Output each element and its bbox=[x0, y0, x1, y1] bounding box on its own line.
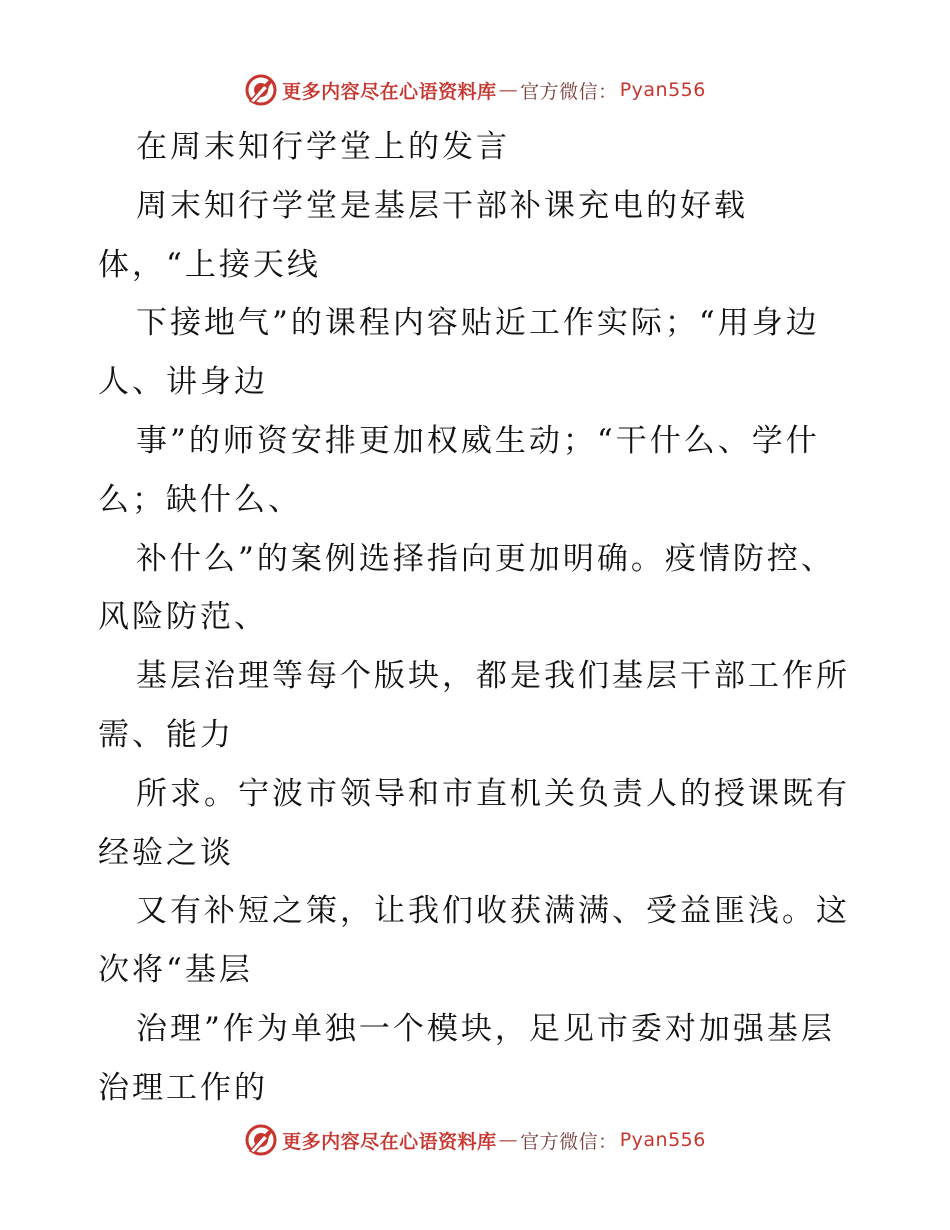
text-line: 经验之谈 bbox=[98, 834, 234, 871]
text-line: 次将“基层 bbox=[98, 952, 253, 989]
text-line: 体，“上接天线 bbox=[98, 246, 321, 283]
text-line: 基层治理等每个版块，都是我们基层干部工作所 bbox=[136, 658, 850, 695]
watermark-promo-text: 更多内容尽在心语资料库 bbox=[282, 1130, 497, 1153]
header-watermark bbox=[0, 70, 950, 110]
text-line: 治理”作为单独一个模块，足见市委对加强基层 bbox=[136, 1010, 835, 1047]
brand-logo-icon bbox=[244, 73, 278, 107]
watermark-official-label: 官方微信： bbox=[520, 1130, 618, 1153]
watermark-wechat-id: Pyan556 bbox=[619, 1129, 706, 1151]
text-line: 下接地气”的课程内容贴近工作实际；“用身边 bbox=[136, 305, 820, 342]
watermark-dash: — bbox=[498, 79, 519, 101]
watermark-dash: — bbox=[498, 1129, 519, 1151]
watermark-official-label: 官方微信： bbox=[520, 80, 618, 103]
document-body bbox=[98, 118, 868, 1118]
text-line: 人、讲身边 bbox=[98, 364, 268, 401]
footer-watermark bbox=[0, 1120, 950, 1160]
text-line: 补什么”的案例选择指向更加明确。疫情防控、 bbox=[136, 540, 835, 577]
text-line: 周末知行学堂是基层干部补课充电的好载 bbox=[136, 187, 748, 224]
text-line: 需、能力 bbox=[98, 716, 234, 753]
text-line: 风险防范、 bbox=[98, 599, 268, 636]
watermark-wechat-id: Pyan556 bbox=[619, 79, 706, 101]
text-line: 治理工作的 bbox=[98, 1069, 268, 1106]
watermark-promo-text: 更多内容尽在心语资料库 bbox=[282, 80, 497, 103]
brand-logo-icon bbox=[244, 1123, 278, 1157]
text-line: 么；缺什么、 bbox=[98, 481, 302, 518]
text-line: 又有补短之策，让我们收获满满、受益匪浅。这 bbox=[136, 893, 850, 930]
text-line: 在周末知行学堂上的发言 bbox=[136, 129, 510, 165]
text-line: 所求。宁波市领导和市直机关负责人的授课既有 bbox=[136, 775, 850, 812]
text-line: 事”的师资安排更加权威生动；“干什么、学什 bbox=[136, 422, 820, 459]
